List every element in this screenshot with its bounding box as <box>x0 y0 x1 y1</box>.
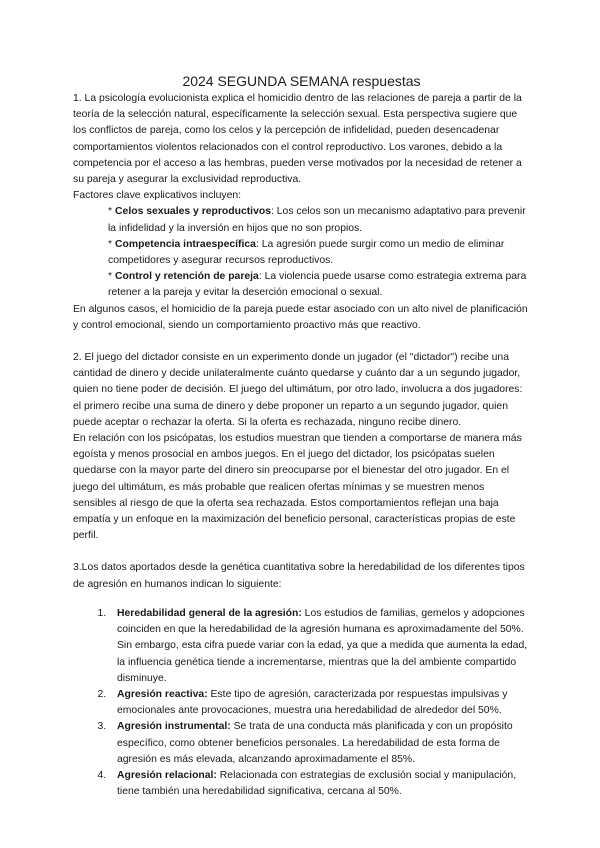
heritability-item <box>109 687 530 719</box>
item-term: Agresión reactiva: <box>117 688 208 700</box>
factor-item <box>108 237 530 269</box>
item-text: Este tipo de agresión, caracterizada por respuestas impulsivas y emocionales ante provocaciones, muestra una heredabilidad de alrededor del 50%. <box>117 688 508 717</box>
factor-term: Celos sexuales y reproductivos <box>115 206 271 218</box>
item-text: Relacionada con estrategias de exclusión social y manipulación, tiene también una heredabilidad significativa, cercana al 50%. <box>117 769 517 798</box>
factor-text: : La agresión puede surgir como un medio de eliminar competidores y asegurar recursos reproductivos. <box>108 238 505 267</box>
heritability-list <box>73 606 530 800</box>
bullet-marker: * <box>108 271 113 283</box>
section-3 <box>73 560 530 800</box>
factor-text: : La violencia puede usarse como estrategia extrema para retener a la pareja y evitar la deserción emocional o sexual. <box>108 271 527 299</box>
factor-text: : Los celos son un mecanismo adaptativo para prevenir la infidelidad y la inversión en hijos que no son propios. <box>108 206 526 234</box>
item-text: Se trata de una conducta más planificada y con un propósito específico, como obtener beneficios personales. La heredabilidad de esta forma de agresión es más elevada, alcanzando aproximadamente el 85%. <box>117 721 513 765</box>
factor-term: Competencia intraespecífica <box>115 238 256 250</box>
factor-item <box>108 204 530 236</box>
factors-list <box>73 204 530 301</box>
item-term: Heredabilidad general de la agresión: <box>117 607 302 619</box>
section-2-paragraph-2: En relación con los psicópatas, los estudios muestran que tienden a comportarse de manera más egoísta y menos prosocial en ambos juegos. En el juego del dictador, los psicópatas suelen quedarse con la mayor parte del dinero sin preocuparse por el bienestar del otro jugador. En el juego del ultimátum, es más probable que realicen ofertas mínimas y se muestren menos sensibles al riesgo de que la oferta sea rechazada. Estos comportamientos reflejan una baja empatía y un enfoque en la maximización del beneficio personal, características propias de este perfil. <box>73 433 522 542</box>
factor-item <box>108 269 530 301</box>
item-term: Agresión instrumental: <box>117 721 231 733</box>
heritability-item <box>109 719 530 768</box>
factors-lead: Factores clave explicativos incluyen: <box>73 190 242 202</box>
section-3-intro: 3.Los datos aportados desde la genética cuantitativa sobre la heredabilidad de los diferentes tipos de agresión en humanos indican lo siguiente: <box>73 562 525 590</box>
heritability-item <box>109 606 530 687</box>
bullet-marker: * <box>108 238 113 250</box>
item-text: Los estudios de familias, gemelos y adopciones coinciden en que la heredabilidad de la agresión humana es aproximadamente del 50%. Sin embargo, esta cifra puede variar con la edad, ya que a medida que aumenta la edad, la influencia genética tiende a incrementarse, mientras que la del ambiente compartido disminuye. <box>117 607 528 684</box>
page-title: 2024 SEGUNDA SEMANA respuestas <box>182 73 421 89</box>
heritability-item <box>109 768 530 800</box>
item-term: Agresión relacional: <box>117 769 217 781</box>
section-1-conclusion: En algunos casos, el homicidio de la pareja puede estar asociado con un alto nivel de planificación y control emocional, siendo un comportamiento proactivo más que reactivo. <box>73 303 528 331</box>
bullet-marker: * <box>108 206 113 218</box>
factor-term: Control y retención de pareja <box>115 271 259 283</box>
section-2 <box>73 350 530 544</box>
section-1 <box>73 91 530 334</box>
section-1-intro: 1. La psicología evolucionista explica el homicidio dentro de las relaciones de pareja a partir de la teoría de la selección natural, específicamente la selección sexual. Esta perspectiva sugiere que los conflictos de pareja, como los celos y la percepción de infidelidad, pueden desencadenar comportamientos violentos relacionados con el control reproductivo. Los varones, debido a la competencia por el acceso a las hembras, pueden verse motivados por la necesidad de retener a su pareja y asegurar la exclusividad reproductiva. <box>73 93 522 186</box>
section-2-paragraph-1: 2. El juego del dictador consiste en un experimento donde un jugador (el "dictador") recibe una cantidad de dinero y decide unilateralmente cuánto quedarse y cuánto dar a un segundo jugador, quien no tiene poder de decisión. El juego del ultimátum, por otro lado, involucra a dos jugadores: el primero recibe una suma de dinero y debe proponer un reparto a un segundo jugador, quien puede aceptar o rechazar la oferta. Si la oferta es rechazada, ninguno recibe dinero. <box>73 352 523 428</box>
